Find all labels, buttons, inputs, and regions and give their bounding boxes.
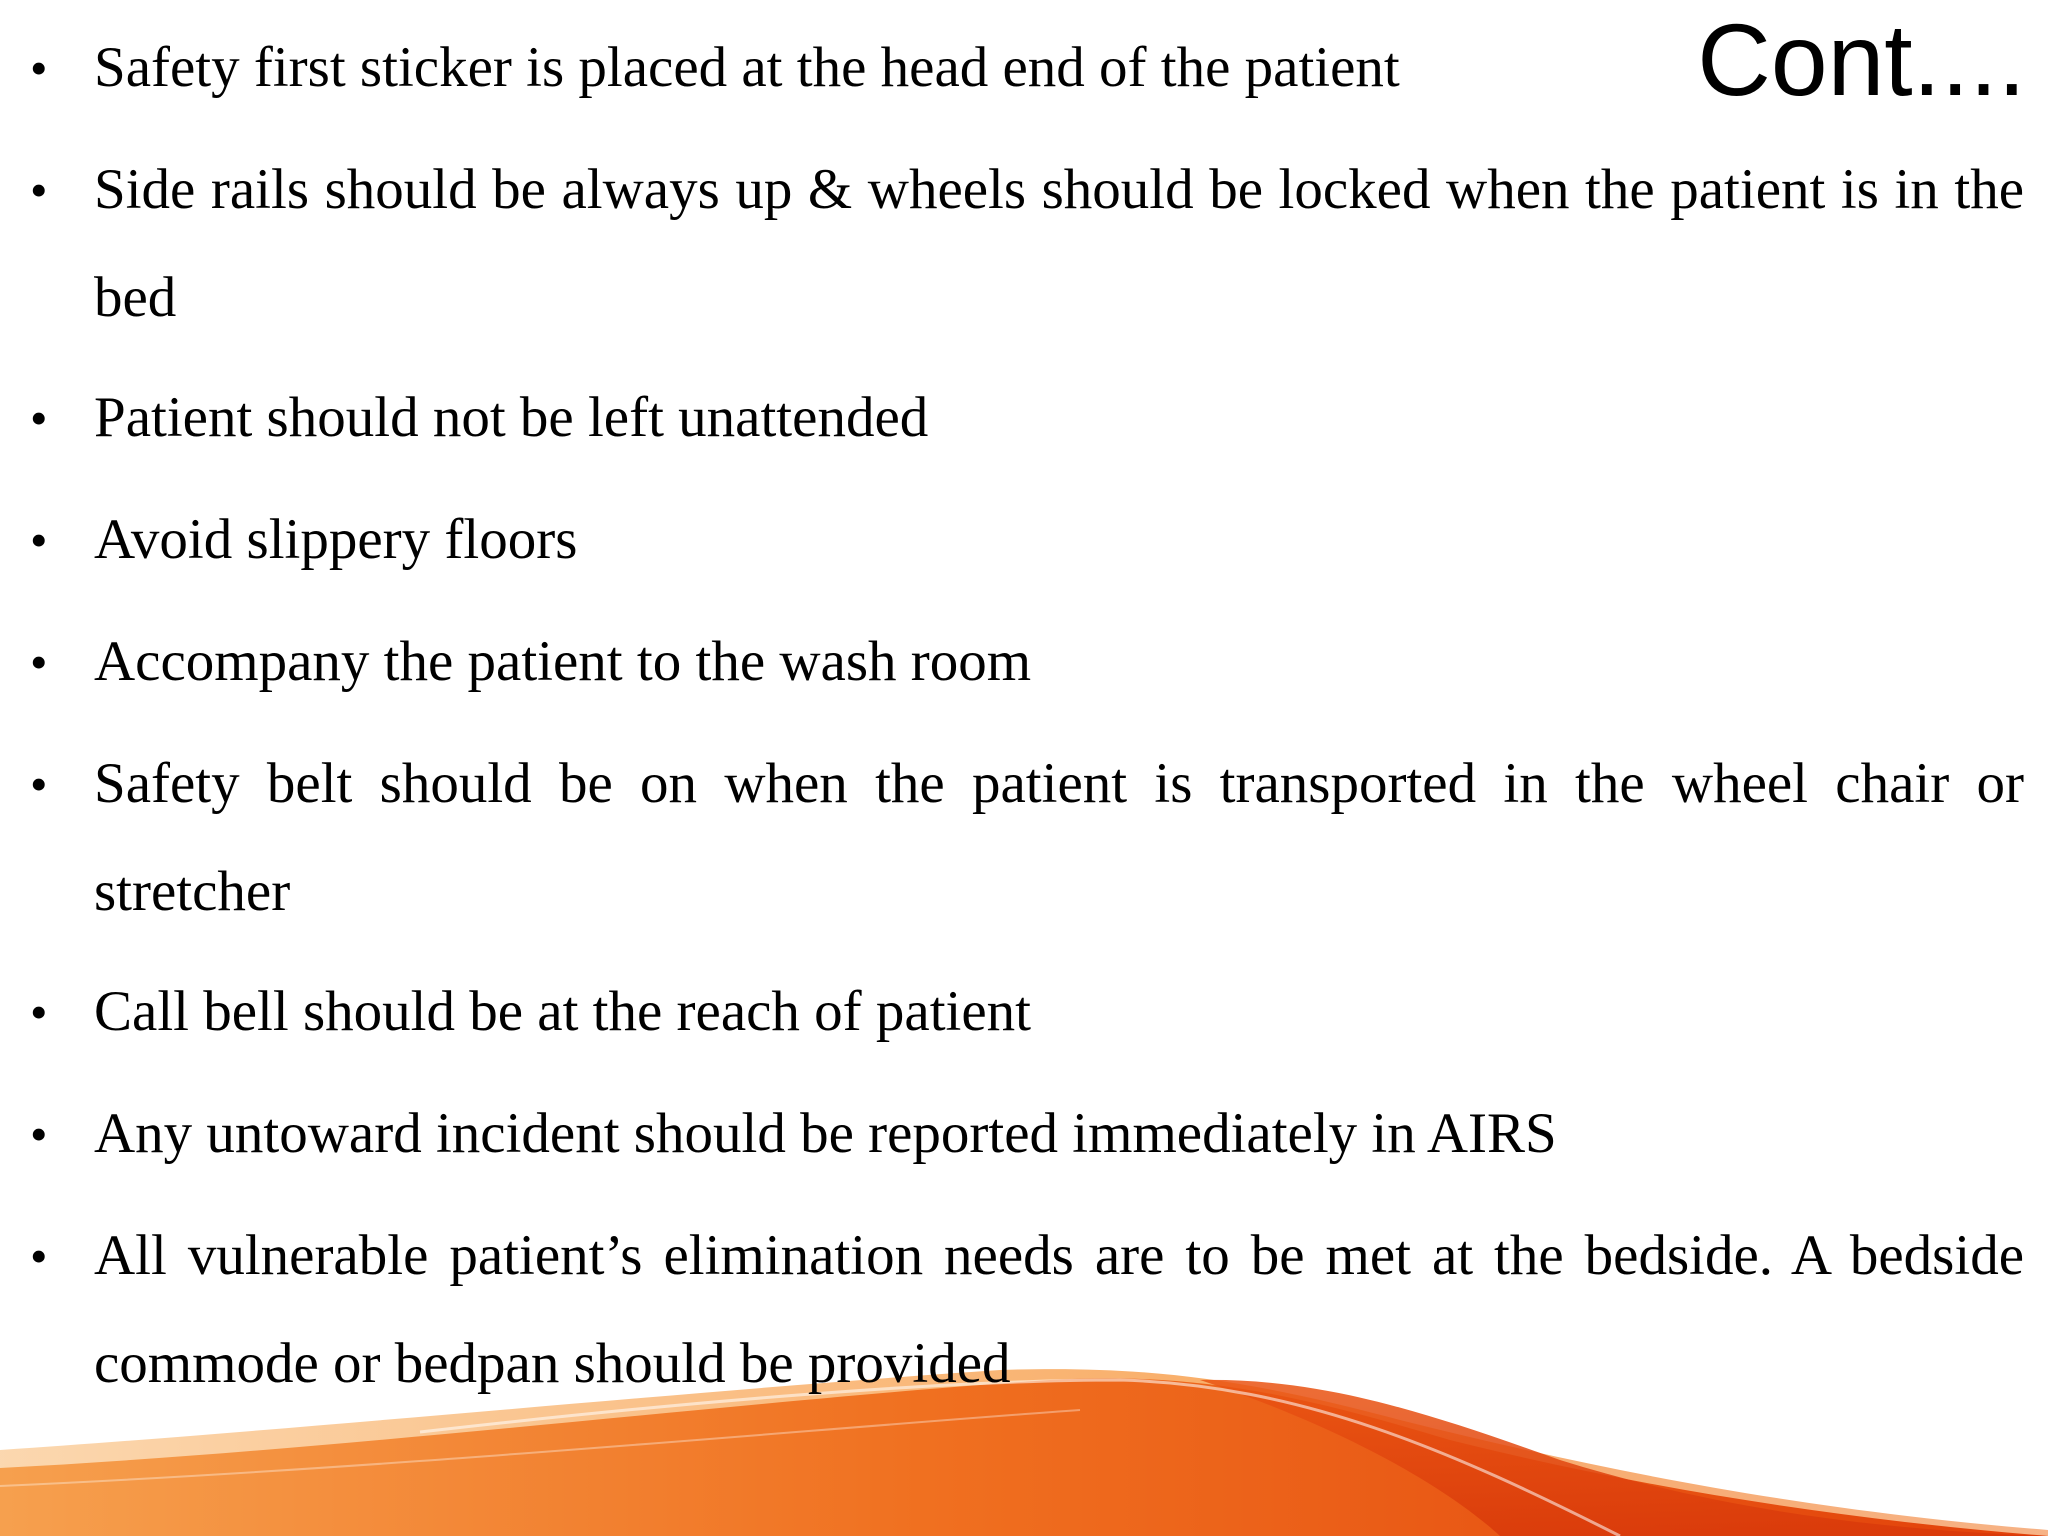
bullet-text: Any untoward incident should be reported immediately in AIRS — [94, 1102, 1557, 1165]
bullet-text: Safety first sticker is placed at the head end of the patient — [94, 36, 1400, 99]
bullet-text: Avoid slippery floors — [94, 508, 578, 571]
bullet-icon: • — [30, 634, 48, 690]
bullet-icon: • — [30, 984, 48, 1040]
bullet-text: Accompany the patient to the wash room — [94, 630, 1032, 693]
bullet-item-slippery-floors — [30, 486, 2026, 594]
bullet-text: All vulnerable patient’s elimination needs are to be met at the bedside. A bedside commode or bedpan should be provided — [94, 1224, 2024, 1395]
bullet-icon: • — [30, 390, 48, 446]
bullet-item-wash-room — [30, 608, 2026, 716]
bullet-icon: • — [30, 1228, 48, 1284]
bullet-item-side-rails — [30, 136, 2026, 352]
bullet-icon: • — [30, 40, 48, 96]
bullet-text: Call bell should be at the reach of patient — [94, 980, 1032, 1043]
bullet-icon: • — [30, 162, 48, 218]
bullet-item-safety-sticker — [30, 14, 2026, 122]
bullet-text: Patient should not be left unattended — [94, 386, 929, 449]
bullet-item-safety-belt — [30, 730, 2026, 946]
slide-title: Cont.... — [1697, 3, 2026, 117]
bullet-icon: • — [30, 756, 48, 812]
bullet-text: Side rails should be always up & wheels should be locked when the patient is in the bed — [94, 158, 2024, 329]
bullet-text: Safety belt should be on when the patient is transported in the wheel chair or stretcher — [94, 752, 2024, 923]
bullet-icon: • — [30, 1106, 48, 1162]
bullet-icon: • — [30, 512, 48, 568]
bullet-item-call-bell — [30, 958, 2026, 1066]
bullet-item-incident-report — [30, 1080, 2026, 1188]
bullet-item-elimination-needs — [30, 1202, 2026, 1418]
bullet-item-unattended — [30, 364, 2026, 472]
